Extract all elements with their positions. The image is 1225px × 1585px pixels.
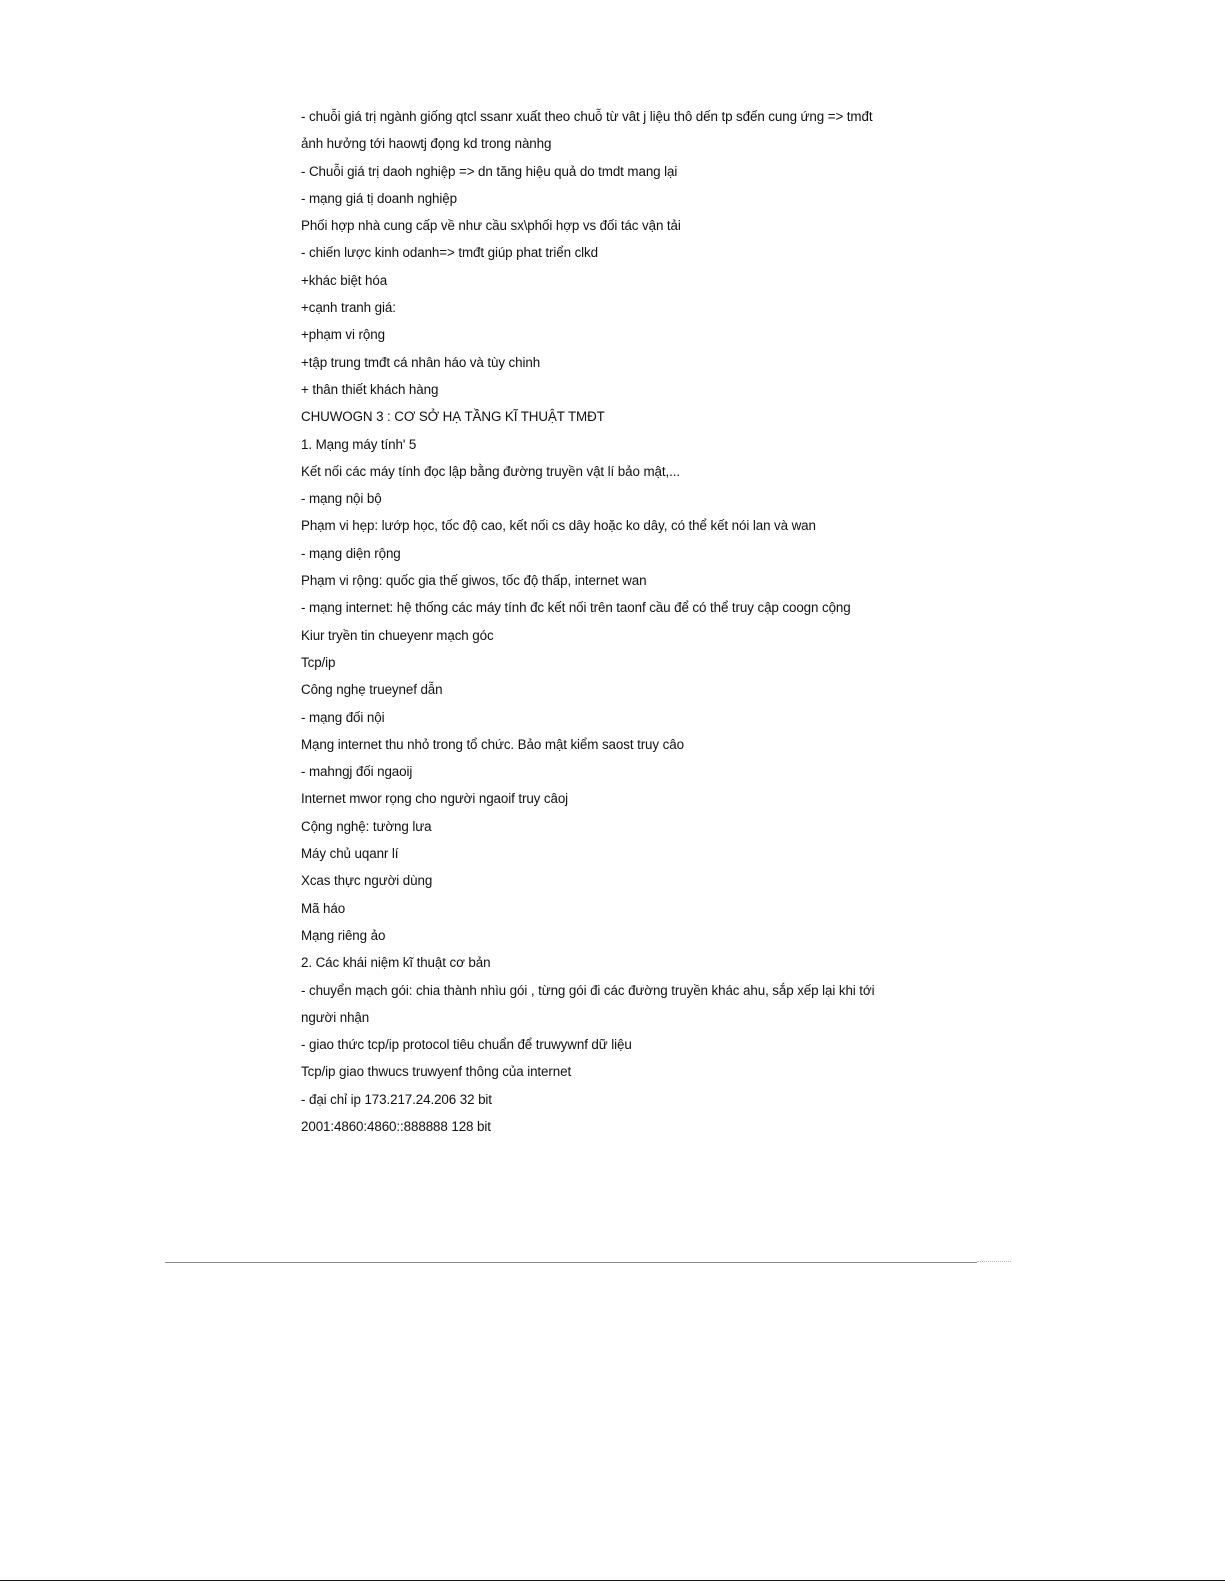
bottom-edge-rule — [0, 1580, 1225, 1581]
text-line: Phối hợp nhà cung cấp về như cầu sx\phối hợp vs đối tác vận tải — [301, 218, 681, 234]
text-line: - Chuỗi giá trị daoh nghiệp => dn tăng hiệu quả do tmdt mang lại — [301, 163, 678, 179]
text-line: - mạng internet: hệ thống các máy tính đc kết nối trên taonf cầu để có thể truy cập coogn cộng — [301, 600, 851, 616]
text-line: Kết nối các máy tính đọc lập bằng đường truyền vật lí bảo mật,... — [301, 463, 680, 479]
text-line: Phạm vi rộng: quốc gia thế giwos, tốc độ thấp, internet wan — [301, 573, 647, 589]
text-line: - mạng giá tị doanh nghiệp — [301, 190, 457, 206]
text-line: Phạm vi hẹp: lướp học, tốc độ cao, kết nối cs dây hoặc ko dây, có thể kết nói lan và wan — [301, 518, 816, 534]
text-line: Kiur tryền tin chueyenr mạch góc — [301, 627, 494, 643]
text-line: Mã háo — [301, 900, 346, 916]
text-line: +phạm vi rộng — [301, 327, 385, 343]
text-line: ảnh hưởng tới haowtj đọng kd trong nànhg — [301, 136, 552, 152]
section-heading: 2. Các khái niệm kĩ thuật cơ bản — [301, 955, 491, 971]
text-line: người nhận — [301, 1009, 370, 1025]
text-line: + thân thiết khách hàng — [301, 381, 439, 397]
page-divider-tail — [977, 1261, 1011, 1262]
text-line: Cộng nghệ: tường lưa — [301, 818, 432, 834]
text-line: +khác biệt hóa — [301, 272, 388, 288]
text-line: Tcp/ip giao thwucs truwyenf thông của internet — [301, 1064, 572, 1080]
text-line: - mạng đối nội — [301, 709, 385, 725]
text-line: Internet mwor rọng cho người ngaoif truy câoj — [301, 791, 569, 807]
text-line: - chuyển mạch gói: chia thành nhìu gói , từng gói đi các đường truyền khác ahu, sắp xếp lại khi tới — [301, 982, 875, 998]
text-line: - chuỗi giá trị ngành giống qtcl ssanr xuất theo chuỗ từ vât j liệu thô dến tp sđến cung ứng => tmđt — [301, 109, 873, 124]
text-line: - mạng diện rộng — [301, 545, 401, 561]
page-divider — [165, 1262, 977, 1263]
text-line: Công nghẹ trueynef dẫn — [301, 682, 443, 698]
document-body — [301, 103, 941, 1140]
text-line: - giao thức tcp/ip protocol tiêu chuẩn để truwywnf dữ liệu — [301, 1037, 632, 1053]
text-line: - chiến lược kinh odanh=> tmđt giúp phat triển clkd — [301, 245, 598, 261]
text-line: - đại chỉ ip 173.217.24.206 32 bit — [301, 1091, 492, 1107]
text-line: Xcas thực người dùng — [301, 873, 433, 889]
text-line: Mạng riêng ảo — [301, 927, 386, 943]
text-line: Máy chủ uqanr lí — [301, 846, 399, 862]
text-line: +tập trung tmđt cá nhân háo và tùy chinh — [301, 354, 541, 370]
chapter-heading: CHUWOGN 3 : CƠ SỞ HẠ TẦNG KĨ THUẬT TMĐT — [301, 409, 605, 425]
text-line: Mạng internet thu nhỏ trong tổ chức. Bảo mật kiểm saost truy câo — [301, 736, 684, 752]
text-line: +cạnh tranh giá: — [301, 300, 396, 316]
text-line: 2001:4860:4860::888888 128 bit — [301, 1118, 491, 1134]
text-line: - mạng nội bộ — [301, 491, 382, 507]
text-line: - mahngj đối ngaoij — [301, 764, 413, 780]
section-heading: 1. Mạng máy tính' 5 — [301, 436, 417, 452]
text-line: Tcp/ip — [301, 654, 336, 670]
